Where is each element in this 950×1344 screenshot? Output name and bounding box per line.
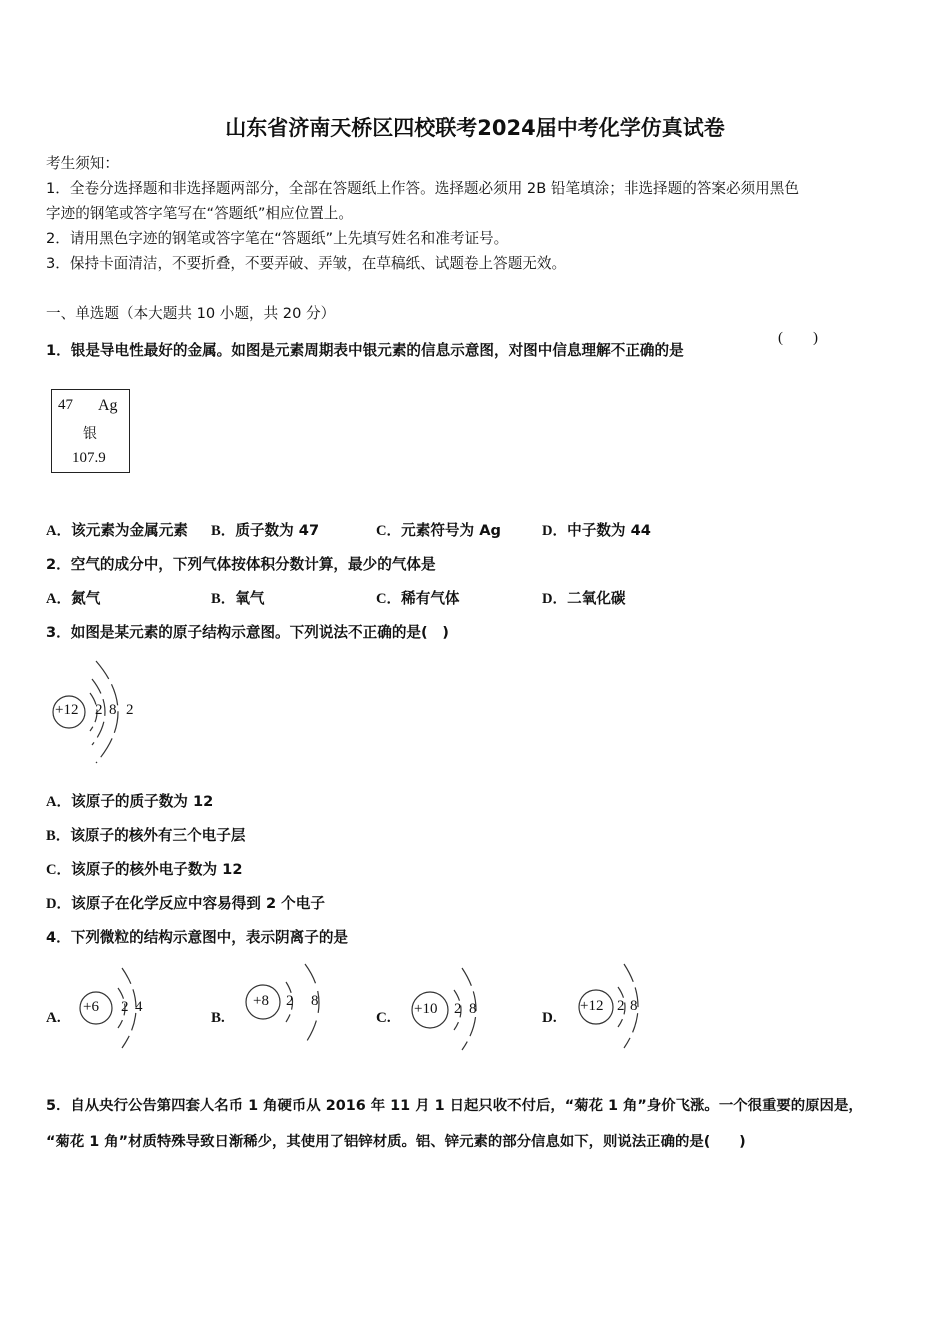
question-1-option-a[interactable]: A．该元素为金属元素 (46, 522, 188, 539)
notice-line-3: 2．请用黑色字迹的钢笔或答字笔在“答题纸”上先填写姓名和准考证号。 (46, 230, 509, 247)
element-atomic-number: 47 (58, 397, 73, 413)
nucleus-charge: +12 (55, 702, 79, 718)
question-1-option-d[interactable]: D．中子数为 44 (542, 522, 651, 539)
shell-2-count: 8 (109, 702, 117, 718)
question-4-option-c[interactable]: C. +10 2 8 (376, 960, 496, 1052)
question-2-option-c[interactable]: C．稀有气体 (376, 590, 460, 607)
element-name: 银 (83, 426, 97, 442)
question-3-option-a[interactable]: A．该原子的质子数为 12 (46, 793, 214, 810)
question-1-option-c[interactable]: C．元素符号为 Ag (376, 522, 501, 539)
element-symbol: Ag (98, 397, 118, 414)
shell-3-count: 2 (126, 702, 134, 718)
question-3-option-c[interactable]: C．该原子的核外电子数为 12 (46, 861, 243, 878)
section-heading: 一、单选题（本大题共 10 小题，共 20 分） (46, 305, 336, 322)
notice-heading: 考生须知： (46, 155, 119, 172)
page-title: 山东省济南天桥区四校联考2024届中考化学仿真试卷 (225, 116, 725, 140)
question-1-answer-blank: ( ) (778, 330, 818, 346)
notice-line-4: 3．保持卡面清洁，不要折叠，不要弄破、弄皱，在草稿纸、试题卷上答题无效。 (46, 255, 567, 272)
question-2-option-a[interactable]: A．氮气 (46, 590, 101, 607)
question-4-stem: 4．下列微粒的结构示意图中，表示阴离子的是 (46, 929, 349, 946)
element-atomic-mass: 107.9 (72, 450, 106, 466)
notice-line-2: 字迹的钢笔或答字笔写在“答题纸”相应位置上。 (46, 205, 353, 222)
question-2-option-d[interactable]: D．二氧化碳 (542, 590, 626, 607)
question-3-stem: 3．如图是某元素的原子结构示意图。下列说法不正确的是( ) (46, 624, 449, 641)
notice-line-1: 1．全卷分选择题和非选择题两部分，全部在答题纸上作答。选择题必须用 2B 铅笔填涂；非选择题的答案必须用黑色 (46, 180, 799, 197)
question-2-stem: 2．空气的成分中，下列气体按体积分数计算，最少的气体是 (46, 556, 436, 573)
question-5-stem-line-2: “菊花 1 角”材质特殊导致日渐稀少，其使用了铝锌材质。铝、锌元素的部分信息如下，则说法正确的是( ) (46, 1134, 746, 1150)
question-4-option-a[interactable]: A. +6 2 4 (46, 960, 156, 1052)
question-5-stem-line-1: 5．自从央行公告第四套人名币 1 角硬币从 2016 年 11 月 1 日起只收不付后，“菊花 1 角”身价飞涨。一个很重要的原因是， (46, 1098, 863, 1114)
question-1-stem: 1．银是导电性最好的金属。如图是元素周期表中银元素的信息示意图，对图中信息理解不正确的是 (46, 342, 684, 359)
question-4-option-b[interactable]: B. +8 2 8 (211, 960, 331, 1052)
question-4-option-d[interactable]: D. +12 2 8 (542, 960, 662, 1052)
shell-1-count: 2 (95, 702, 103, 718)
atom-diagram-mg (48, 655, 148, 765)
question-1-option-b[interactable]: B．质子数为 47 (211, 522, 320, 539)
question-3-option-b[interactable]: B．该原子的核外有三个电子层 (46, 827, 246, 844)
question-3-option-d[interactable]: D．该原子在化学反应中容易得到 2 个电子 (46, 895, 325, 912)
question-2-option-b[interactable]: B．氧气 (211, 590, 265, 607)
element-card-silver (51, 389, 130, 473)
